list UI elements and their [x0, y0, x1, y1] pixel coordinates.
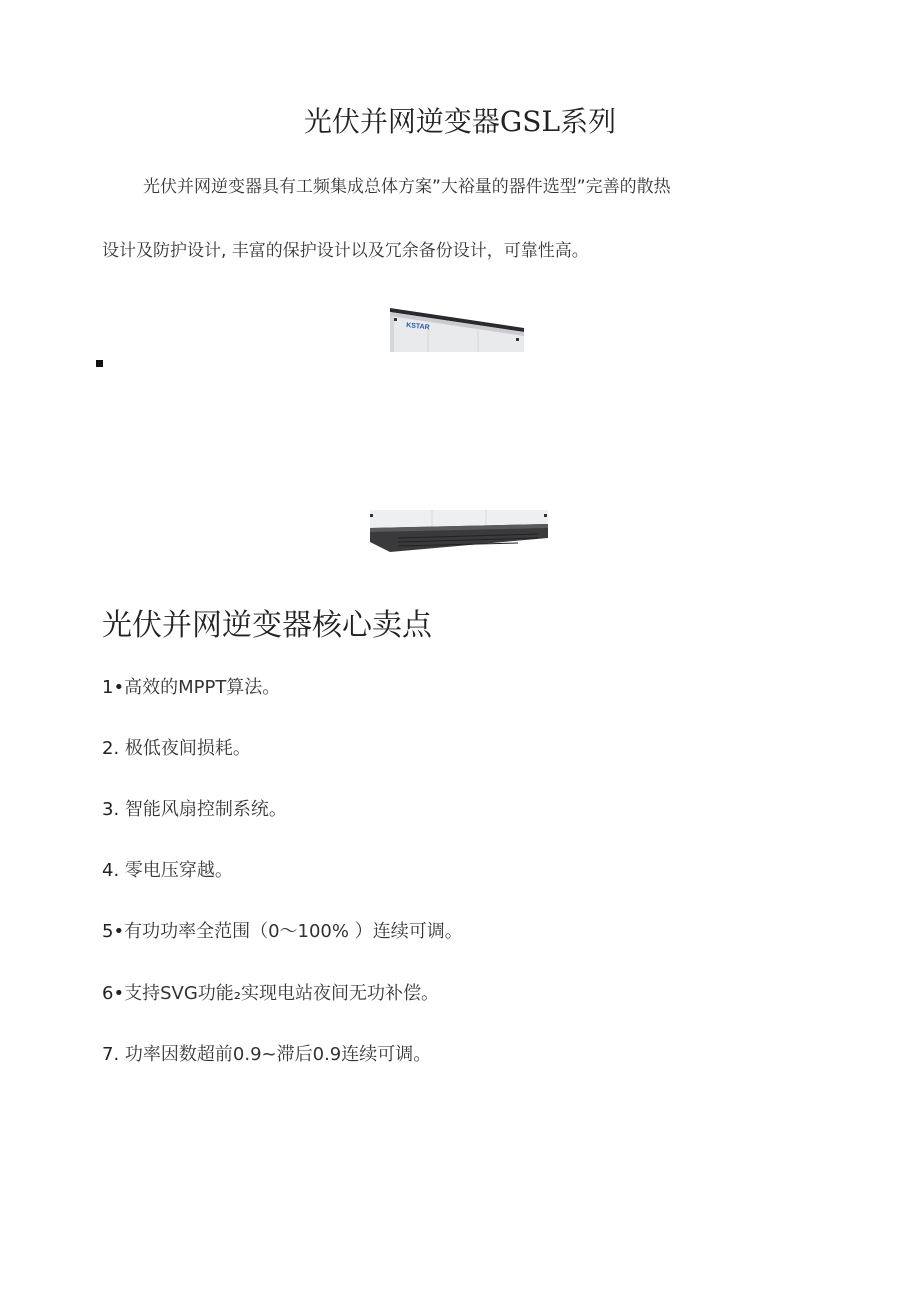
selling-point-4	[102, 856, 233, 882]
point-number: 5•	[102, 921, 125, 942]
selling-point-3	[102, 795, 287, 821]
document-title: 光伏并网逆变器GSL系列	[303, 105, 617, 138]
section-heading: 光伏并网逆变器核心卖点	[102, 608, 432, 643]
intro-paragraph-line-2: 设计及防护设计, 丰富的保护设计以及冗余备份设计，可靠性高。	[102, 241, 589, 261]
point-text: 零电压穿越。	[119, 860, 233, 881]
point-text: 支持SVG功能₂实现电站夜间无功补偿。	[124, 983, 439, 1004]
point-text: 极低夜间损耗。	[119, 738, 251, 759]
selling-point-7	[102, 1040, 431, 1066]
point-number: 4.	[102, 860, 120, 881]
product-image-top	[388, 306, 526, 352]
product-image-bottom	[368, 508, 550, 554]
selling-point-1	[102, 673, 280, 699]
point-number: 1•	[102, 677, 125, 698]
point-text: 高效的MPPT算法。	[124, 677, 281, 698]
intro-paragraph-line-1: 光伏并网逆变器具有工频集成总体方案”大裕量的器件选型”完善的散热	[143, 177, 671, 197]
selling-point-2	[102, 734, 251, 760]
point-number: 7.	[102, 1044, 120, 1065]
selling-point-6	[102, 979, 439, 1005]
bullet-square-marker	[96, 360, 103, 367]
selling-point-5	[102, 917, 463, 943]
point-number: 6•	[102, 983, 125, 1004]
product-logo-text: KSTAR	[405, 322, 430, 332]
point-number: 2.	[102, 738, 120, 759]
point-text: 功率因数超前0.9~滞后0.9连续可调。	[119, 1044, 432, 1065]
point-text: 智能风扇控制系统。	[119, 799, 287, 820]
point-text: 有功功率全范围（0～100% ）连续可调。	[124, 921, 463, 942]
point-number: 3.	[102, 799, 120, 820]
